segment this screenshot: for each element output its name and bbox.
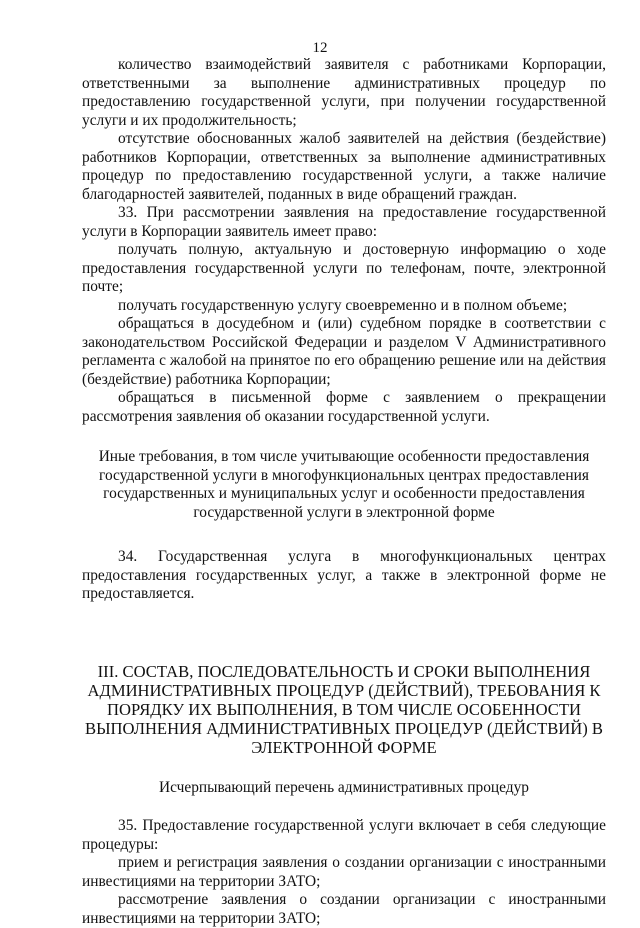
- paragraph: обращаться в досудебном и (или) судебном порядке в соответствии с законодательством Российской Федерации и разделом V Административного регламента с жалобой на принятое по его обращению решение или на действия (бездействие) работника Корпорации;: [82, 315, 606, 388]
- paragraph-33: 33. При рассмотрении заявления на предоставление государственной услуги в Корпорации заявитель имеет право:: [82, 204, 606, 240]
- paragraph-34: 34. Государственная услуга в многофункциональных центрах предоставления государственных услуг, а также в электронной форме не предоставляется.: [82, 548, 606, 602]
- paragraph: прием и регистрация заявления о создании организации с иностранными инвестициями на территории ЗАТО;: [82, 854, 606, 890]
- paragraph: получать государственную услугу своевременно и в полном объеме;: [118, 296, 568, 314]
- paragraph-35: 35. Предоставление государственной услуги включает в себя следующие процедуры:: [82, 817, 606, 853]
- paragraph: отсутствие обоснованных жалоб заявителей на действия (бездействие) работников Корпорации, ответственных за выполнение административных процедур по предоставлению государственной услуги, а также наличие благодарностей заявителей, поданных в виде обращений граждан.: [82, 130, 606, 203]
- paragraph: обращаться в письменной форме с заявлением о прекращении рассмотрения заявления об оказании государственной услуги.: [82, 389, 606, 425]
- paragraph: рассмотрение заявления о создании организации с иностранными инвестициями на территории ЗАТО;: [82, 891, 606, 927]
- page-number: 12: [312, 40, 328, 56]
- paragraph: количество взаимодействий заявителя с работниками Корпорации, ответственными за выполнение административных процедур по предоставлению государственной услуги, при получении государственной услуги и их продолжительность;: [82, 56, 606, 129]
- subheading: Иные требования, в том числе учитывающие особенности предоставления государственной услуги в многофункциональных центрах предоставления государственных и муниципальных услуг и особенности предоставления государственной услуги в электронной форме: [98, 448, 590, 521]
- list-title: Исчерпывающий перечень административных процедур: [159, 778, 529, 796]
- section-title: III. СОСТАВ, ПОСЛЕДОВАТЕЛЬНОСТЬ И СРОКИ ВЫПОЛНЕНИЯ АДМИНИСТРАТИВНЫХ ПРОЦЕДУР (ДЕЙСТВИЙ), ТРЕБОВАНИЯ К ПОРЯДКУ ИХ ВЫПОЛНЕНИЯ, В ТОМ ЧИСЛЕ ОСОБЕННОСТИ ВЫПОЛНЕНИЯ АДМИНИСТРАТИВНЫХ ПРОЦЕДУР (ДЕЙСТВИЙ) В ЭЛЕКТРОННОЙ ФОРМЕ: [85, 661, 603, 757]
- document-body: [82, 56, 606, 928]
- paragraph: получать полную, актуальную и достоверную информацию о ходе предоставления государственной услуги по телефонам, почте, электронной почте;: [82, 241, 606, 295]
